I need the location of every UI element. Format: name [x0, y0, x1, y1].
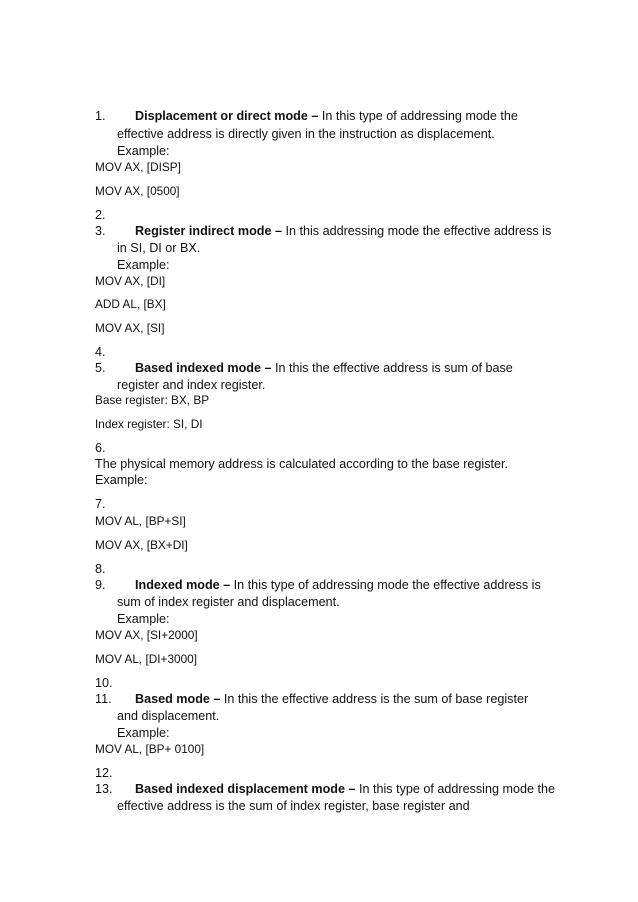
code-line: MOV AL, [BP+ 0100] [95, 742, 205, 756]
item-heading: Based indexed mode – [135, 361, 272, 375]
item-heading-line [135, 577, 541, 593]
list-number: 10. [95, 676, 113, 690]
list-number: 5. [95, 361, 106, 375]
item-heading-line [135, 360, 513, 376]
list-number: 9. [95, 578, 106, 592]
list-number: 12. [95, 766, 113, 780]
list-number: 1. [95, 109, 106, 123]
item-text-cont: sum of index register and displacement. [117, 595, 340, 609]
list-number: 6. [95, 441, 106, 455]
item-text-cont: effective address is directly given in the instruction as displacement. [117, 127, 495, 141]
paragraph: The physical memory address is calculated according to the base register. [95, 457, 508, 471]
item-text-cont: effective address is the sum of index register, base register and [117, 799, 470, 813]
item-heading: Based indexed displacement mode – [135, 782, 356, 796]
item-text: In this type of addressing mode the effective address is [230, 578, 541, 592]
example-label: Example: [117, 612, 170, 626]
item-heading-line [135, 691, 528, 707]
example-label: Example: [95, 473, 148, 487]
code-line: MOV AL, [DI+3000] [95, 652, 197, 666]
list-number: 4. [95, 345, 106, 359]
item-text: In this the effective address is sum of base [271, 361, 513, 375]
example-label: Example: [117, 144, 170, 158]
list-number: 3. [95, 224, 106, 238]
item-heading: Displacement or direct mode – [135, 109, 319, 123]
item-text-cont: register and index register. [117, 378, 266, 392]
item-heading-line [135, 223, 551, 239]
code-line: ADD AL, [BX] [95, 297, 166, 311]
list-number: 13. [95, 782, 113, 796]
item-text: In this the effective address is the sum of base register [220, 692, 529, 706]
code-line: MOV AX, [BX+DI] [95, 538, 188, 552]
code-line: MOV AX, [SI+2000] [95, 628, 198, 642]
item-text: In this type of addressing mode the [355, 782, 555, 796]
code-line: MOV AX, [DISP] [95, 160, 181, 174]
item-heading: Based mode – [135, 692, 221, 706]
example-label: Example: [117, 258, 170, 272]
item-text-cont: and displacement. [117, 709, 220, 723]
item-heading-line [135, 108, 518, 124]
list-number: 11. [95, 692, 112, 706]
code-line: MOV AL, [BP+SI] [95, 514, 186, 528]
index-register-line: Index register: SI, DI [95, 417, 203, 431]
item-heading: Indexed mode – [135, 578, 231, 592]
item-heading-line [135, 781, 555, 797]
item-text-cont: in SI, DI or BX. [117, 241, 201, 255]
item-heading: Register indirect mode – [135, 224, 282, 238]
code-line: MOV AX, [SI] [95, 321, 165, 335]
base-register-line: Base register: BX, BP [95, 393, 210, 407]
item-text: In this type of addressing mode the [318, 109, 518, 123]
code-line: MOV AX, [0500] [95, 184, 180, 198]
code-line: MOV AX, [DI] [95, 274, 166, 288]
list-number: 7. [95, 497, 106, 511]
list-number: 2. [95, 208, 106, 222]
item-text: In this addressing mode the effective address is [281, 224, 552, 238]
list-number: 8. [95, 562, 106, 576]
example-label: Example: [117, 726, 170, 740]
